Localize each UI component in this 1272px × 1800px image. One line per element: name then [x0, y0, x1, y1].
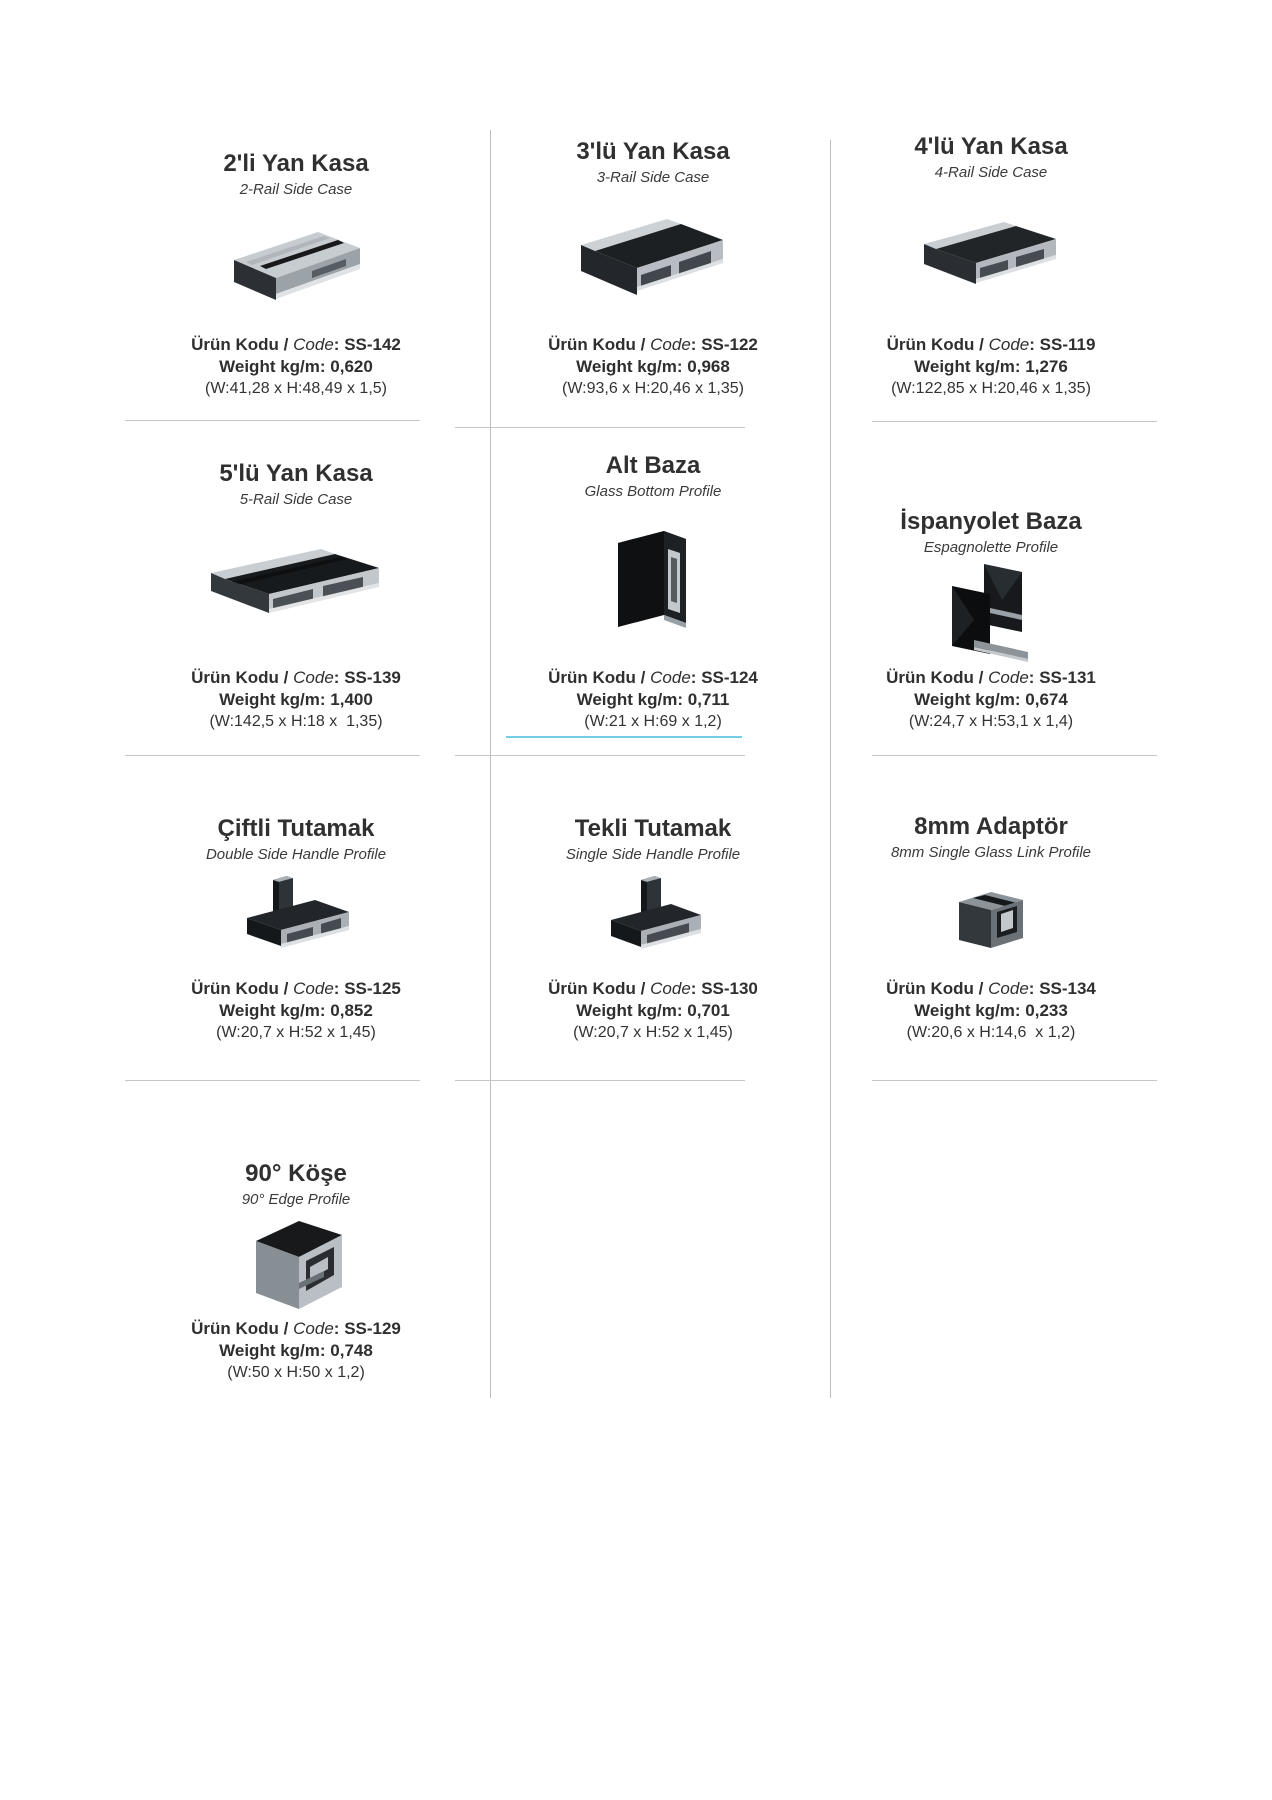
product-weight: 0,701: [687, 1001, 730, 1020]
code-colon: :: [333, 1319, 340, 1338]
code-label-en: Code: [988, 668, 1029, 687]
weight-label: Weight kg/m:: [576, 357, 683, 376]
code-colon: :: [690, 979, 697, 998]
profile-image-double-handle: [239, 864, 354, 978]
product-info: [191, 667, 401, 733]
code-separator: /: [640, 335, 646, 354]
weight-label: Weight kg/m:: [219, 1341, 326, 1360]
product-subtitle: 90° Edge Profile: [241, 1191, 351, 1208]
product-weight-line: [887, 356, 1096, 378]
product-title: Tekli Tutamak: [574, 815, 732, 842]
product-info: [886, 667, 1096, 733]
product-weight-line: [191, 1340, 401, 1362]
product-info: [548, 667, 758, 733]
product-subtitle: 8mm Single Glass Link Profile: [890, 844, 1092, 861]
product-dimensions: (W:122,85 x H:20,46 x 1,35): [891, 380, 1091, 397]
code-colon: :: [1029, 335, 1035, 354]
product-weight-line: [191, 1000, 401, 1022]
product-card-ss-129: [115, 1082, 477, 1400]
product-dimensions: (W:93,6 x H:20,46 x 1,35): [561, 380, 744, 397]
code-label-en: Code: [988, 979, 1029, 998]
product-subtitle: 3-Rail Side Case: [596, 169, 710, 186]
product-code: SS-124: [701, 668, 758, 687]
product-info: [191, 978, 401, 1044]
code-separator: /: [283, 1319, 289, 1338]
product-code-line: [191, 667, 401, 689]
product-dimensions: (W:20,7 x H:52 x 1,45): [216, 1024, 376, 1041]
product-info: [886, 978, 1096, 1044]
weight-label: Weight kg/m:: [914, 1001, 1021, 1020]
product-subtitle: Single Side Handle Profile: [565, 846, 741, 863]
weight-label: Weight kg/m:: [219, 357, 326, 376]
product-weight: 0,748: [330, 1341, 373, 1360]
product-weight: 0,711: [687, 690, 730, 709]
code-colon: :: [333, 979, 340, 998]
product-title: İspanyolet Baza: [900, 508, 1082, 535]
product-code: SS-129: [344, 1319, 401, 1338]
code-label-en: Code: [293, 1319, 334, 1338]
code-colon: :: [690, 335, 697, 354]
product-code-line: [548, 978, 758, 1000]
product-code-line: [548, 667, 758, 689]
product-weight: 0,968: [687, 357, 730, 376]
profile-image-3-rail-side-case: [571, 187, 736, 334]
code-label-en: Code: [988, 335, 1030, 354]
product-subtitle: Espagnolette Profile: [923, 539, 1059, 556]
product-weight-line: [191, 689, 401, 711]
product-title: 90° Köşe: [245, 1160, 347, 1187]
product-code: SS-125: [344, 979, 401, 998]
product-card-ss-125: [115, 757, 477, 1080]
code-label-tr: Ürün Kodu: [886, 668, 974, 687]
product-weight-line: [548, 1000, 758, 1022]
product-weight: 1,400: [330, 690, 373, 709]
profile-image-90-degree-edge: [244, 1209, 349, 1318]
product-code: SS-122: [701, 335, 758, 354]
profile-image-single-handle: [601, 864, 706, 978]
code-colon: :: [690, 668, 697, 687]
product-title: 5'lü Yan Kasa: [219, 460, 373, 487]
product-card-ss-131: [828, 422, 1154, 755]
product-card-ss-134: [828, 757, 1154, 1080]
product-weight-line: [886, 1000, 1096, 1022]
code-separator: /: [978, 668, 984, 687]
product-info: [191, 334, 401, 400]
weight-label: Weight kg/m:: [576, 1001, 683, 1020]
code-label-en: Code: [293, 979, 334, 998]
code-label-tr: Ürün Kodu: [191, 979, 279, 998]
code-label-tr: Ürün Kodu: [886, 979, 974, 998]
product-subtitle: Glass Bottom Profile: [584, 483, 722, 500]
row-divider: [125, 755, 420, 756]
product-code-line: [886, 667, 1096, 689]
code-label-en: Code: [650, 668, 691, 687]
profile-image-glass-bottom: [606, 501, 701, 667]
product-weight: 1,276: [1025, 357, 1068, 376]
code-label-en: Code: [650, 335, 691, 354]
weight-label: Weight kg/m:: [914, 357, 1021, 376]
product-subtitle: 5-Rail Side Case: [239, 491, 353, 508]
product-dimensions: (W:142,5 x H:18 x 1,35): [209, 713, 383, 730]
profile-image-2-rail-side-case: [226, 199, 366, 334]
product-dimensions: (W:24,7 x H:53,1 x 1,4): [908, 713, 1074, 730]
product-code: SS-139: [344, 668, 401, 687]
row-divider: [125, 1080, 420, 1081]
product-code-line: [886, 978, 1096, 1000]
product-subtitle: 4-Rail Side Case: [934, 164, 1048, 181]
code-separator: /: [283, 335, 289, 354]
product-subtitle: 2-Rail Side Case: [239, 181, 353, 198]
product-dimensions: (W:20,6 x H:14,6 x 1,2): [906, 1024, 1076, 1041]
product-code: SS-130: [701, 979, 758, 998]
product-title: 8mm Adaptör: [914, 813, 1068, 840]
code-separator: /: [640, 979, 646, 998]
weight-label: Weight kg/m:: [219, 1001, 326, 1020]
code-separator: /: [283, 979, 289, 998]
product-code: SS-119: [1039, 335, 1096, 354]
product-info: [548, 978, 758, 1044]
product-code-line: [548, 334, 758, 356]
product-weight: 0,620: [330, 357, 373, 376]
code-label-tr: Ürün Kodu: [548, 668, 636, 687]
row-divider: [872, 755, 1157, 756]
row-divider: [455, 755, 745, 756]
product-info: [887, 334, 1096, 400]
product-title: 4'lü Yan Kasa: [914, 133, 1068, 160]
product-code: SS-134: [1039, 979, 1096, 998]
profile-image-espagnolette: [944, 557, 1039, 667]
code-separator: /: [978, 979, 984, 998]
weight-label: Weight kg/m:: [219, 690, 326, 709]
product-weight-line: [191, 356, 401, 378]
code-label-tr: Ürün Kodu: [548, 335, 636, 354]
code-label-en: Code: [650, 979, 691, 998]
code-separator: /: [979, 335, 984, 354]
product-card-ss-124: [488, 422, 818, 755]
weight-label: Weight kg/m:: [914, 690, 1021, 709]
row-divider: [455, 1080, 745, 1081]
product-weight: 0,852: [330, 1001, 373, 1020]
product-dimensions: (W:41,28 x H:48,49 x 1,5): [204, 380, 387, 397]
product-code-line: [887, 334, 1096, 356]
code-colon: :: [333, 335, 340, 354]
product-title: Çiftli Tutamak: [217, 815, 375, 842]
code-separator: /: [640, 668, 646, 687]
product-title: 3'lü Yan Kasa: [576, 138, 730, 165]
product-weight-line: [548, 689, 758, 711]
code-label-en: Code: [293, 335, 334, 354]
product-card-ss-122: [488, 108, 818, 420]
profile-image-5-rail-side-case: [201, 509, 391, 667]
product-card-ss-130: [488, 757, 818, 1080]
product-code: SS-131: [1039, 668, 1096, 687]
product-weight-line: [886, 689, 1096, 711]
product-card-ss-119: [828, 108, 1154, 420]
product-code: SS-142: [344, 335, 401, 354]
product-subtitle: Double Side Handle Profile: [205, 846, 387, 863]
row-divider: [872, 1080, 1157, 1081]
profile-image-4-rail-side-case: [916, 182, 1066, 334]
weight-label: Weight kg/m:: [576, 690, 684, 709]
product-code-line: [191, 334, 401, 356]
product-code-line: [191, 978, 401, 1000]
product-code-line: [191, 1318, 401, 1340]
code-label-tr: Ürün Kodu: [191, 335, 279, 354]
code-colon: :: [1028, 668, 1035, 687]
code-label-tr: Ürün Kodu: [191, 1319, 279, 1338]
code-label-tr: Ürün Kodu: [191, 668, 279, 687]
product-dimensions: (W:21 x H:69 x 1,2): [584, 713, 722, 730]
product-info: [191, 1318, 401, 1384]
product-dimensions: (W:20,7 x H:52 x 1,45): [573, 1024, 733, 1041]
code-label-tr: Ürün Kodu: [548, 979, 636, 998]
product-card-ss-142: [115, 108, 477, 420]
product-title: 2'li Yan Kasa: [223, 150, 369, 177]
product-weight-line: [548, 356, 758, 378]
product-info: [548, 334, 758, 400]
code-colon: :: [333, 668, 340, 687]
product-card-ss-139: [115, 422, 477, 755]
row-divider: [125, 420, 420, 421]
product-weight: 0,674: [1025, 690, 1068, 709]
profile-image-8mm-adapter: [949, 862, 1034, 978]
code-separator: /: [283, 668, 289, 687]
product-dimensions: (W:50 x H:50 x 1,2): [227, 1364, 365, 1381]
code-label-en: Code: [293, 668, 334, 687]
code-colon: :: [1028, 979, 1035, 998]
product-title: Alt Baza: [605, 452, 701, 479]
product-weight: 0,233: [1025, 1001, 1068, 1020]
code-label-tr: Ürün Kodu: [886, 335, 975, 354]
